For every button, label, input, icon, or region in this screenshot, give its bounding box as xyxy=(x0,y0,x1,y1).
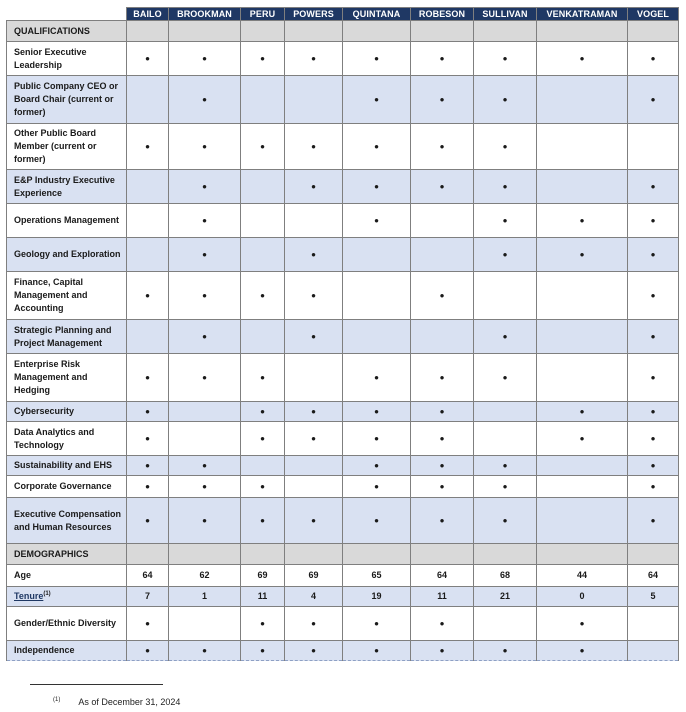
tenure-row xyxy=(7,587,679,607)
check-bullet: • xyxy=(628,498,679,544)
row-label: Data Analytics and Technology xyxy=(7,422,127,456)
row-label: Finance, Capital Management and Accounting xyxy=(7,272,127,320)
value-cell: 4 xyxy=(285,587,343,607)
empty-cell xyxy=(537,476,628,498)
empty-cell xyxy=(127,76,169,124)
empty-cell xyxy=(628,641,679,661)
check-bullet: • xyxy=(343,170,411,204)
check-bullet: • xyxy=(127,354,169,402)
check-bullet: • xyxy=(411,170,474,204)
empty-cell xyxy=(285,204,343,238)
check-bullet: • xyxy=(127,272,169,320)
section-cell xyxy=(537,21,628,42)
check-bullet: • xyxy=(127,456,169,476)
row-label: Age xyxy=(7,565,127,587)
check-bullet: • xyxy=(285,320,343,354)
empty-cell xyxy=(127,170,169,204)
check-bullet: • xyxy=(169,170,241,204)
section-cell xyxy=(628,544,679,565)
empty-cell xyxy=(537,354,628,402)
qualification-row xyxy=(7,272,679,320)
director-name-bailo: BAILO xyxy=(127,8,169,21)
row-label: Executive Compensation and Human Resources xyxy=(7,498,127,544)
empty-cell xyxy=(127,320,169,354)
check-bullet: • xyxy=(628,76,679,124)
check-bullet: • xyxy=(169,204,241,238)
director-name-peru: PERU xyxy=(241,8,285,21)
check-bullet: • xyxy=(628,422,679,456)
footnote-marker: (1) xyxy=(53,697,61,703)
check-bullet: • xyxy=(241,272,285,320)
check-bullet: • xyxy=(411,498,474,544)
director-name-robeson: ROBESON xyxy=(411,8,474,21)
check-bullet: • xyxy=(241,498,285,544)
empty-cell xyxy=(169,422,241,456)
section-cell xyxy=(628,21,679,42)
check-bullet: • xyxy=(285,272,343,320)
section-cell xyxy=(285,21,343,42)
section-cell xyxy=(343,544,411,565)
check-bullet: • xyxy=(285,124,343,170)
value-cell: 19 xyxy=(343,587,411,607)
section-cell xyxy=(169,21,241,42)
check-bullet: • xyxy=(628,170,679,204)
director-name-powers: POWERS xyxy=(285,8,343,21)
age-row xyxy=(7,565,679,587)
check-bullet: • xyxy=(474,498,537,544)
value-cell: 69 xyxy=(241,565,285,587)
check-bullet: • xyxy=(241,422,285,456)
row-label: Cybersecurity xyxy=(7,402,127,422)
check-bullet: • xyxy=(537,641,628,661)
check-bullet: • xyxy=(127,476,169,498)
footnote-text: As of December 31, 2024 xyxy=(78,697,181,707)
value-cell: 64 xyxy=(411,565,474,587)
check-bullet: • xyxy=(169,124,241,170)
empty-cell xyxy=(169,402,241,422)
qualification-row xyxy=(7,204,679,238)
check-bullet: • xyxy=(127,124,169,170)
footnote xyxy=(53,697,180,707)
check-bullet: • xyxy=(343,476,411,498)
check-bullet: • xyxy=(285,42,343,76)
empty-cell xyxy=(343,272,411,320)
check-bullet: • xyxy=(169,641,241,661)
check-bullet: • xyxy=(241,476,285,498)
check-bullet: • xyxy=(127,607,169,641)
check-bullet: • xyxy=(241,641,285,661)
check-bullet: • xyxy=(474,641,537,661)
value-cell: 65 xyxy=(343,565,411,587)
value-cell: 11 xyxy=(411,587,474,607)
empty-cell xyxy=(537,76,628,124)
empty-cell xyxy=(241,204,285,238)
section-cell xyxy=(474,21,537,42)
row-label: Senior Executive Leadership xyxy=(7,42,127,76)
director-name-vogel: VOGEL xyxy=(628,8,679,21)
footnote-divider xyxy=(30,684,163,685)
check-bullet: • xyxy=(169,498,241,544)
check-bullet: • xyxy=(628,476,679,498)
check-bullet: • xyxy=(127,402,169,422)
check-bullet: • xyxy=(343,76,411,124)
check-bullet: • xyxy=(127,498,169,544)
check-bullet: • xyxy=(537,607,628,641)
board-skills-matrix xyxy=(6,7,679,661)
check-bullet: • xyxy=(241,607,285,641)
check-bullet: • xyxy=(343,456,411,476)
check-bullet: • xyxy=(474,476,537,498)
empty-cell xyxy=(241,238,285,272)
check-bullet: • xyxy=(411,476,474,498)
check-bullet: • xyxy=(241,124,285,170)
value-cell: 7 xyxy=(127,587,169,607)
check-bullet: • xyxy=(343,204,411,238)
row-label xyxy=(7,587,127,607)
section-cell xyxy=(411,544,474,565)
check-bullet: • xyxy=(285,238,343,272)
check-bullet: • xyxy=(343,422,411,456)
empty-cell xyxy=(628,124,679,170)
value-cell: 0 xyxy=(537,587,628,607)
value-cell: 44 xyxy=(537,565,628,587)
row-label: Strategic Planning and Project Management xyxy=(7,320,127,354)
check-bullet: • xyxy=(628,354,679,402)
check-bullet: • xyxy=(169,238,241,272)
check-bullet: • xyxy=(628,402,679,422)
qualification-row xyxy=(7,76,679,124)
value-cell: 11 xyxy=(241,587,285,607)
check-bullet: • xyxy=(127,641,169,661)
check-bullet: • xyxy=(411,76,474,124)
check-bullet: • xyxy=(169,42,241,76)
empty-cell xyxy=(241,456,285,476)
empty-cell xyxy=(343,238,411,272)
qualification-row xyxy=(7,42,679,76)
section-cell xyxy=(343,21,411,42)
check-bullet: • xyxy=(285,422,343,456)
row-label: Operations Management xyxy=(7,204,127,238)
empty-cell xyxy=(474,422,537,456)
row-label: Enterprise Risk Management and Hedging xyxy=(7,354,127,402)
check-bullet: • xyxy=(343,42,411,76)
check-bullet: • xyxy=(474,124,537,170)
check-bullet: • xyxy=(411,456,474,476)
empty-cell xyxy=(537,456,628,476)
row-label: Corporate Governance xyxy=(7,476,127,498)
check-bullet: • xyxy=(474,204,537,238)
section-cell xyxy=(537,544,628,565)
section-cell xyxy=(411,21,474,42)
diversity-row xyxy=(7,607,679,641)
check-bullet: • xyxy=(169,354,241,402)
value-cell: 5 xyxy=(628,587,679,607)
empty-cell xyxy=(411,204,474,238)
check-bullet: • xyxy=(628,204,679,238)
check-bullet: • xyxy=(411,42,474,76)
qualification-row xyxy=(7,238,679,272)
check-bullet: • xyxy=(343,354,411,402)
check-bullet: • xyxy=(474,320,537,354)
check-bullet: • xyxy=(537,238,628,272)
check-bullet: • xyxy=(474,170,537,204)
check-bullet: • xyxy=(285,498,343,544)
check-bullet: • xyxy=(411,354,474,402)
section-cell xyxy=(127,544,169,565)
empty-cell xyxy=(474,272,537,320)
check-bullet: • xyxy=(343,498,411,544)
check-bullet: • xyxy=(411,272,474,320)
qualification-row xyxy=(7,456,679,476)
check-bullet: • xyxy=(537,204,628,238)
check-bullet: • xyxy=(628,238,679,272)
empty-cell xyxy=(537,272,628,320)
section-qualifications xyxy=(7,21,679,42)
check-bullet: • xyxy=(343,402,411,422)
empty-cell xyxy=(537,320,628,354)
check-bullet: • xyxy=(285,170,343,204)
check-bullet: • xyxy=(411,422,474,456)
empty-cell xyxy=(343,320,411,354)
value-cell: 69 xyxy=(285,565,343,587)
section-cell xyxy=(241,544,285,565)
empty-cell xyxy=(241,76,285,124)
header-blank-cell xyxy=(7,8,127,21)
check-bullet: • xyxy=(241,354,285,402)
check-bullet: • xyxy=(343,607,411,641)
value-cell: 1 xyxy=(169,587,241,607)
section-cell xyxy=(474,544,537,565)
qualification-row xyxy=(7,402,679,422)
qualification-row xyxy=(7,498,679,544)
check-bullet: • xyxy=(411,402,474,422)
tenure-footnote-ref: (1) xyxy=(43,591,51,597)
empty-cell xyxy=(628,607,679,641)
value-cell: 64 xyxy=(628,565,679,587)
value-cell: 64 xyxy=(127,565,169,587)
check-bullet: • xyxy=(343,641,411,661)
qualification-row xyxy=(7,320,679,354)
empty-cell xyxy=(241,170,285,204)
check-bullet: • xyxy=(628,42,679,76)
empty-cell xyxy=(411,238,474,272)
check-bullet: • xyxy=(169,476,241,498)
check-bullet: • xyxy=(628,456,679,476)
row-label: E&P Industry Executive Experience xyxy=(7,170,127,204)
check-bullet: • xyxy=(241,402,285,422)
empty-cell xyxy=(169,607,241,641)
section-demographics xyxy=(7,544,679,565)
empty-cell xyxy=(411,320,474,354)
director-name-quintana: QUINTANA xyxy=(343,8,411,21)
qualification-row xyxy=(7,476,679,498)
empty-cell xyxy=(241,320,285,354)
check-bullet: • xyxy=(169,320,241,354)
check-bullet: • xyxy=(474,76,537,124)
section-demographics-label: DEMOGRAPHICS xyxy=(7,544,127,565)
row-label: Independence xyxy=(7,641,127,661)
section-cell xyxy=(285,544,343,565)
check-bullet: • xyxy=(285,641,343,661)
check-bullet: • xyxy=(285,402,343,422)
check-bullet: • xyxy=(169,76,241,124)
check-bullet: • xyxy=(343,124,411,170)
check-bullet: • xyxy=(537,42,628,76)
empty-cell xyxy=(127,238,169,272)
check-bullet: • xyxy=(474,238,537,272)
empty-cell xyxy=(537,498,628,544)
value-cell: 62 xyxy=(169,565,241,587)
check-bullet: • xyxy=(537,422,628,456)
check-bullet: • xyxy=(628,320,679,354)
check-bullet: • xyxy=(241,42,285,76)
tenure-footnote-link[interactable]: Tenure xyxy=(14,591,44,601)
empty-cell xyxy=(285,456,343,476)
empty-cell xyxy=(285,76,343,124)
row-label: Gender/Ethnic Diversity xyxy=(7,607,127,641)
qualification-row xyxy=(7,354,679,402)
director-name-brookman: BROOKMAN xyxy=(169,8,241,21)
empty-cell xyxy=(537,170,628,204)
check-bullet: • xyxy=(285,607,343,641)
empty-cell xyxy=(285,476,343,498)
check-bullet: • xyxy=(411,124,474,170)
qualification-row xyxy=(7,124,679,170)
check-bullet: • xyxy=(411,607,474,641)
value-cell: 68 xyxy=(474,565,537,587)
check-bullet: • xyxy=(169,272,241,320)
section-cell xyxy=(127,21,169,42)
check-bullet: • xyxy=(474,354,537,402)
check-bullet: • xyxy=(127,422,169,456)
check-bullet: • xyxy=(169,456,241,476)
empty-cell xyxy=(285,354,343,402)
section-cell xyxy=(169,544,241,565)
check-bullet: • xyxy=(474,456,537,476)
matrix-body xyxy=(7,21,679,661)
value-cell: 21 xyxy=(474,587,537,607)
qualification-row xyxy=(7,422,679,456)
section-qualifications-label: QUALIFICATIONS xyxy=(7,21,127,42)
row-label: Other Public Board Member (current or former) xyxy=(7,124,127,170)
row-label: Sustainability and EHS xyxy=(7,456,127,476)
director-name-sullivan: SULLIVAN xyxy=(474,8,537,21)
qualification-row xyxy=(7,170,679,204)
check-bullet: • xyxy=(537,402,628,422)
empty-cell xyxy=(474,402,537,422)
check-bullet: • xyxy=(411,641,474,661)
section-cell xyxy=(241,21,285,42)
check-bullet: • xyxy=(628,272,679,320)
empty-cell xyxy=(474,607,537,641)
empty-cell xyxy=(127,204,169,238)
director-header-row xyxy=(7,8,679,21)
row-label: Public Company CEO or Board Chair (current or former) xyxy=(7,76,127,124)
director-name-venkatraman: VENKATRAMAN xyxy=(537,8,628,21)
check-bullet: • xyxy=(474,42,537,76)
row-label: Geology and Exploration xyxy=(7,238,127,272)
check-bullet: • xyxy=(127,42,169,76)
independence-row xyxy=(7,641,679,661)
empty-cell xyxy=(537,124,628,170)
